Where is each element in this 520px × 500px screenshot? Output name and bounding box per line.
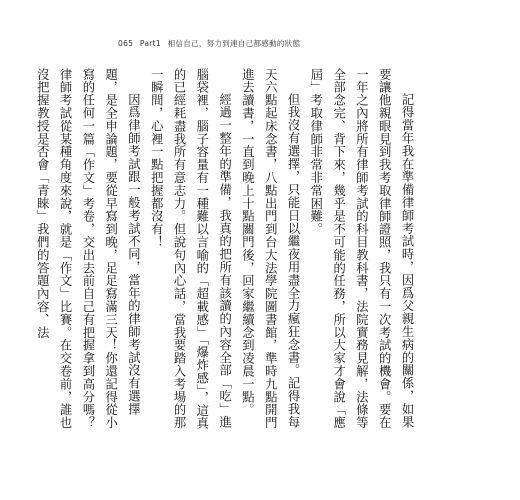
part-title: 相信自己，努力到連自己都感動的狀態	[167, 39, 301, 48]
paragraph: 經過一整年的準備，我真的把所有該讀的內容全部「吃」進腦袋裡，腦子容量有一種難以言喻的「超載感」「爆炸感」，這真的已經耗盡我所有意志力。但說句內心話，當我要踏入考場的那一瞬間，心裡一點把握都沒有！	[149, 68, 232, 430]
paragraph: 但我沒有選擇，只能日以繼夜用盡全力瘋狂念書。記得我每天六點起床念書，八點出門到台大法學院圖書館，準時九點開門進去讀書，一直到晚上十點關門後，回家繼續念到凌晨一點。	[240, 68, 301, 430]
paragraph: 因爲律師考試跟一般考試不同，當年的律師考試沒有選擇題，是全申論題，要從早寫到晚，足足寫滿三天！你還記得從小寫的任何一篇「作文」考卷，交出去前自己有把握拿到高分嗎？律師考試從某種角度來說，就是「作文」比賽。在交卷前，誰也沒把握教授是否會「青睞」我們的答題內容、法	[35, 68, 141, 430]
running-header	[118, 38, 300, 49]
paragraph: 記得當年我在準備律師考試時，因爲父親生病的關係，如果要讓他親眼見到我考取律師證照，我只有一次考試的機會。要在一年之內將所有律師考試的科目教科書，法院實務見解，法條等全部念完、背下來，幾乎是不可能的任務，所以大家才會說「應屆」考取律師非常非常困難。	[308, 68, 414, 430]
page-number: 065	[118, 39, 134, 48]
vertical-body-text	[35, 68, 418, 440]
part-label: Part1	[139, 39, 161, 48]
